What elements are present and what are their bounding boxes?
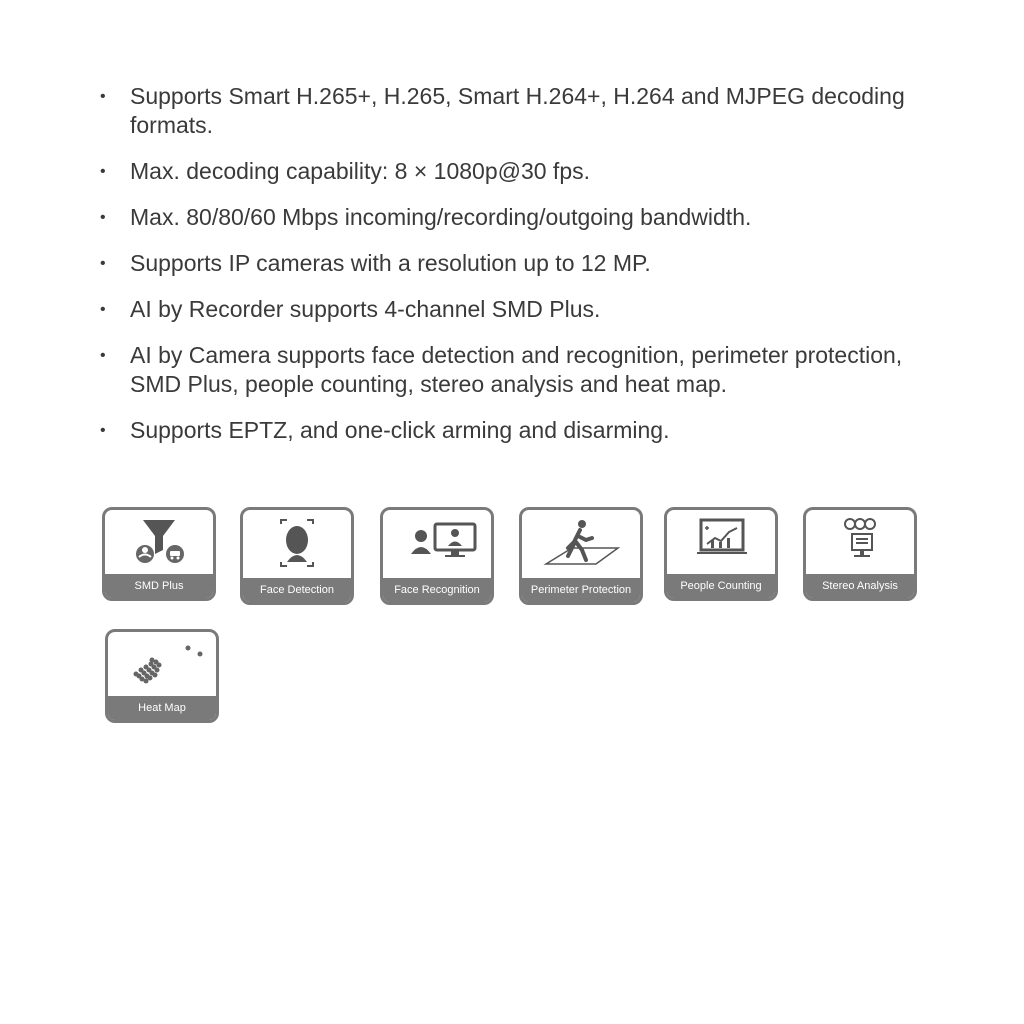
person-monitor-icon [383, 510, 491, 576]
feature-list [100, 82, 920, 462]
badge-perimeter-protection [519, 507, 643, 605]
badge-face-recognition [380, 507, 494, 605]
badge-label: Face Detection [243, 578, 351, 602]
badge-label: Perimeter Protection [522, 578, 640, 602]
feature-text: Max. 80/80/60 Mbps incoming/recording/outgoing bandwidth. [130, 204, 752, 230]
feature-text: Supports IP cameras with a resolution up to 12 MP. [130, 250, 651, 276]
feature-text: AI by Camera supports face detection and recognition, perimeter protection, SMD Plus, people counting, stereo analysis and heat map. [130, 342, 903, 397]
walking-person-icon [522, 510, 640, 576]
badge-smd-plus [102, 507, 216, 601]
feature-text: Max. decoding capability: 8 × 1080p@30 fps. [130, 158, 590, 184]
feature-item [100, 416, 920, 445]
feature-item [100, 203, 920, 232]
feature-item [100, 157, 920, 186]
badge-stereo-analysis [803, 507, 917, 601]
feature-text: AI by Recorder supports 4-channel SMD Plus. [130, 296, 601, 322]
badge-people-counting [664, 507, 778, 601]
feature-item [100, 341, 920, 399]
bullet-icon: • [100, 163, 106, 180]
feature-text: Supports Smart H.265+, H.265, Smart H.264+, H.264 and MJPEG decoding formats. [130, 83, 905, 138]
badge-heat-map [105, 629, 219, 723]
feature-text: Supports EPTZ, and one-click arming and disarming. [130, 417, 670, 443]
dot-cluster-icon [108, 632, 216, 698]
face-scan-icon [243, 510, 351, 576]
badge-label: Face Recognition [383, 578, 491, 602]
bullet-icon: • [100, 255, 106, 272]
bullet-icon: • [100, 301, 106, 318]
funnel-filter-icon [105, 510, 213, 576]
badge-label: Heat Map [108, 696, 216, 720]
bullet-icon: • [100, 88, 106, 105]
badge-face-detection [240, 507, 354, 605]
feature-item [100, 82, 920, 140]
chart-board-icon [667, 510, 775, 576]
badge-label: SMD Plus [105, 574, 213, 598]
bullet-icon: • [100, 347, 106, 364]
feature-item [100, 295, 920, 324]
feature-item [100, 249, 920, 278]
coins-monitor-icon [806, 510, 914, 576]
badge-label: Stereo Analysis [806, 574, 914, 598]
bullet-icon: • [100, 209, 106, 226]
badge-label: People Counting [667, 574, 775, 598]
bullet-icon: • [100, 422, 106, 439]
